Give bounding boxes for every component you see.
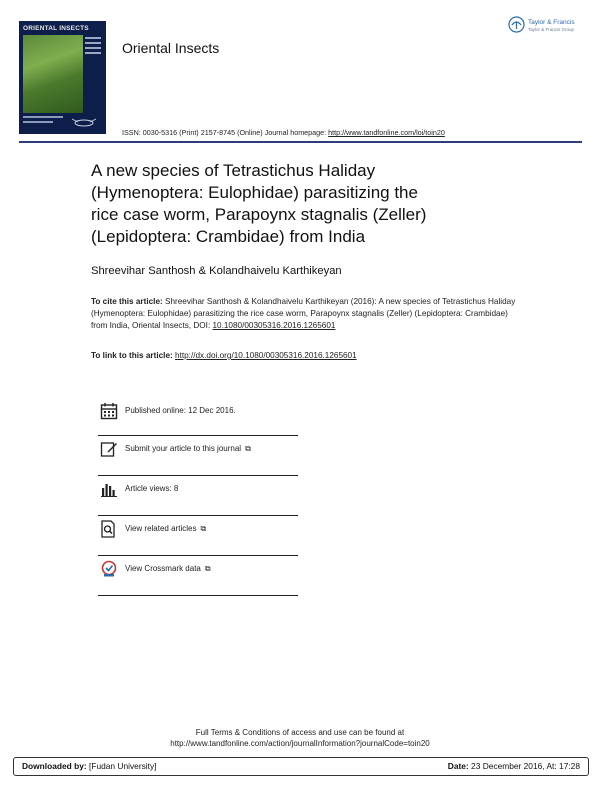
journal-title[interactable]: Oriental Insects <box>122 40 220 56</box>
article-title <box>91 160 551 248</box>
related-articles-label: View related articles <box>125 524 197 533</box>
article-doi-link[interactable]: http://dx.doi.org/10.1080/00305316.2016.1265601 <box>175 351 357 360</box>
external-link-icon: ⧉ <box>245 444 251 453</box>
issn-text: ISSN: 0030-5316 (Print) 2157-8745 (Online) Journal homepage: <box>122 128 329 137</box>
download-date-value: 23 December 2016, At: 17:28 <box>468 761 580 771</box>
article-title-line: A new species of Tetrastichus Haliday <box>91 161 376 180</box>
calendar-icon <box>100 402 118 420</box>
related-articles-link[interactable] <box>125 524 206 534</box>
journal-cover <box>19 21 106 134</box>
article-info-list <box>98 398 298 596</box>
article-link-label: To link to this article: <box>91 351 176 360</box>
terms-text: Full Terms & Conditions of access and use can be found at <box>195 728 405 737</box>
crossmark-link[interactable] <box>125 564 211 574</box>
article-title-line: rice case worm, Parapoynx stagnalis (Zeller) <box>91 205 427 224</box>
submit-article-link[interactable] <box>125 444 251 454</box>
download-date <box>448 761 580 771</box>
insect-icon <box>69 117 99 129</box>
header-rule <box>19 141 582 143</box>
publisher-group: Taylor & Francis Group <box>528 27 575 32</box>
citation-label: To cite this article: <box>91 297 163 306</box>
citation-text: Shreevihar Santhosh & Kolandhaivelu Karthikeyan (2016): A new species of Tetrastichus Haliday (Hymenoptera: Eulophidae) parasitizing the rice case worm, Parapoynx stagnalis (Zeller) (Lepidoptera: Crambidae) from India, Oriental Insects, DOI: <box>91 297 516 330</box>
citation-block <box>91 296 521 332</box>
bar-chart-icon <box>100 480 118 498</box>
info-row-published <box>98 398 298 436</box>
external-link-icon: ⧉ <box>200 524 207 533</box>
info-row-related[interactable] <box>98 516 298 556</box>
downloaded-by-label: Downloaded by: <box>22 761 87 771</box>
article-views-text: Article views: 8 <box>125 484 179 493</box>
citation-doi-link[interactable]: 10.1080/00305316.2016.1265601 <box>212 321 336 330</box>
cover-side-lines <box>85 37 101 77</box>
cover-image <box>23 35 83 113</box>
cover-foot-line <box>23 116 63 118</box>
article-title-line: (Hymenoptera: Eulophidae) parasitizing the <box>91 183 418 202</box>
downloaded-by <box>22 761 157 771</box>
terms-footer <box>0 727 600 749</box>
downloaded-by-value: [Fudan University] <box>86 761 157 771</box>
edit-icon <box>100 440 118 458</box>
terms-link[interactable]: http://www.tandfonline.com/action/journalInformation?journalCode=toin20 <box>170 739 430 748</box>
publisher-name: Taylor & Francis <box>528 19 575 26</box>
submit-article-label: Submit your article to this journal <box>125 444 242 453</box>
article-link-line <box>91 351 357 360</box>
issn-line <box>122 128 445 137</box>
search-doc-icon <box>100 520 118 538</box>
cover-title: ORIENTAL INSECTS <box>23 25 89 32</box>
cover-foot-line <box>23 121 53 123</box>
crossmark-label: View Crossmark data <box>125 564 201 573</box>
external-link-icon: ⧉ <box>204 564 211 573</box>
article-title-line: (Lepidoptera: Crambidae) from India <box>91 227 366 246</box>
info-row-views <box>98 476 298 516</box>
publisher-logo[interactable] <box>508 16 580 36</box>
publisher-logo-icon <box>508 16 525 33</box>
journal-homepage-link[interactable]: http://www.tandfonline.com/loi/toin20 <box>328 128 445 137</box>
info-row-submit[interactable] <box>98 436 298 476</box>
info-row-crossmark[interactable] <box>98 556 298 596</box>
published-online-text: Published online: 12 Dec 2016. <box>125 406 236 415</box>
crossmark-icon <box>100 560 118 578</box>
download-date-label: Date: <box>447 761 469 771</box>
article-authors: Shreevihar Santhosh & Kolandhaivelu Karthikeyan <box>91 265 342 277</box>
download-info-bar <box>13 757 589 776</box>
